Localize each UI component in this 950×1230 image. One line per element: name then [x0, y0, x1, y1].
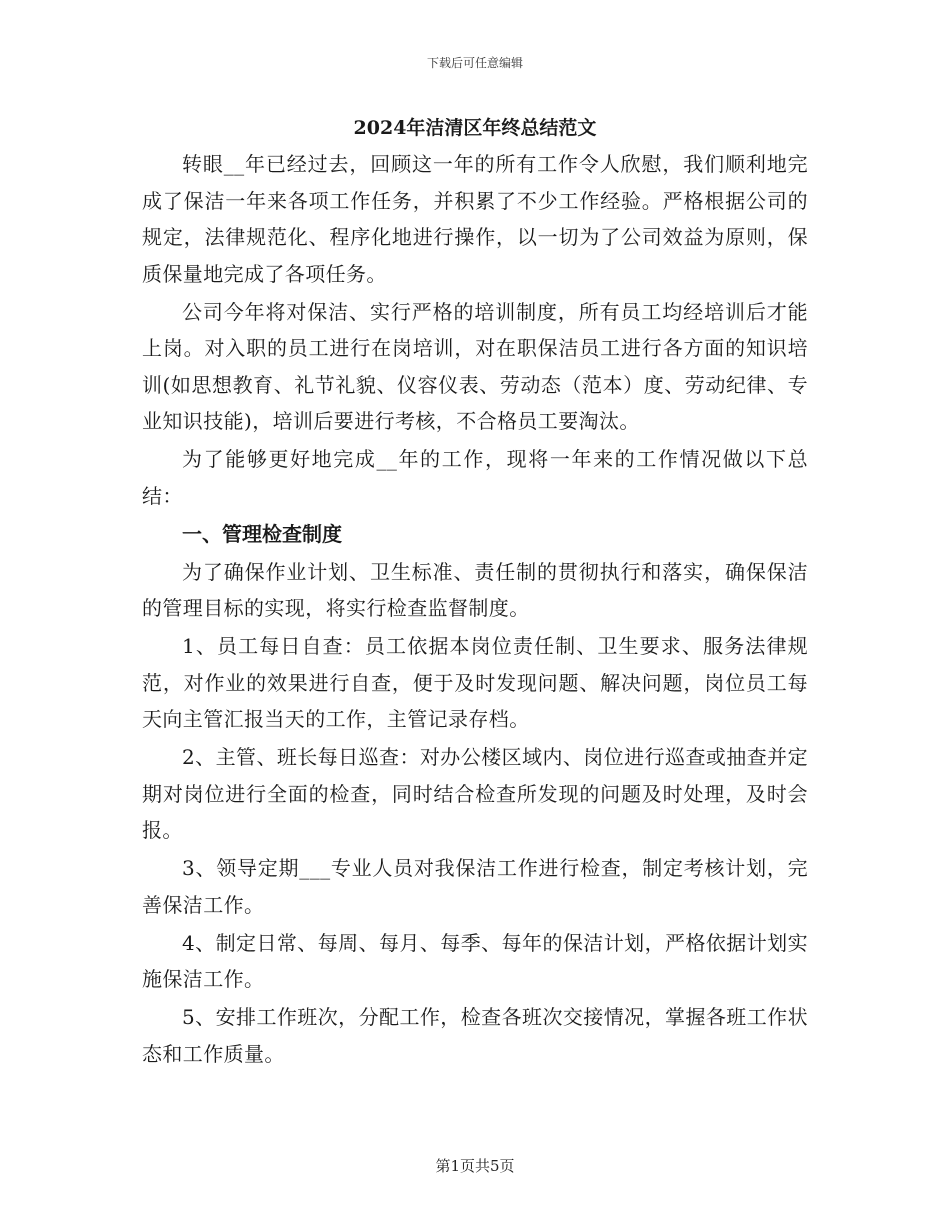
document-title: 2024年洁清区年终总结范文	[353, 117, 597, 139]
section-paragraph-6: 5、安排工作班次，分配工作，检查各班次交接情况，掌握各班工作状态和工作质量。	[142, 1005, 808, 1066]
page-footer: 第1页共5页	[435, 1157, 515, 1175]
section-paragraph-5: 4、制定日常、每周、每月、每季、每年的保洁计划，严格依据计划实施保洁工作。	[142, 930, 808, 991]
section-heading: 一、管理检查制度	[182, 521, 342, 546]
section-paragraph-3: 2、主管、班长每日巡查：对办公楼区域内、岗位进行巡查或抽查并定期对岗位进行全面的检查，同时结合检查所发现的问题及时处理，及时会报。	[142, 745, 808, 842]
intro-paragraph-2: 公司今年将对保洁、实行严格的培训制度，所有员工均经培训后才能上岗。对入职的员工进行在岗培训，对在职保洁员工进行各方面的知识培训(如思想教育、礼节礼貌、仪容仪表、劳动态（范本）度、劳动纪律、专业知识技能)，培训后要进行考核，不合格员工要淘汰。	[142, 299, 808, 433]
intro-paragraph-1: 转眼__年已经过去，回顾这一年的所有工作令人欣慰，我们顺利地完成了保洁一年来各项工作任务，并积累了不少工作经验。严格根据公司的规定，法律规范化、程序化地进行操作，以一切为了公司效益为原则，保质保量地完成了各项任务。	[142, 152, 808, 286]
section-paragraph-1: 为了确保作业计划、卫生标准、责任制的贯彻执行和落实，确保保洁的管理目标的实现，将实行检查监督制度。	[142, 559, 808, 620]
intro-paragraph-3: 为了能够更好地完成__年的工作，现将一年来的工作情况做以下总结：	[142, 447, 808, 508]
section-paragraph-2: 1、员工每日自查：员工依据本岗位责任制、卫生要求、服务法律规范，对作业的效果进行自查，便于及时发现问题、解决问题，岗位员工每天向主管汇报当天的工作，主管记录存档。	[142, 634, 808, 731]
page-header: 下载后可任意编辑	[426, 56, 523, 70]
section-paragraph-4: 3、领导定期___专业人员对我保洁工作进行检查，制定考核计划，完善保洁工作。	[142, 856, 808, 917]
document-body	[142, 112, 808, 1074]
